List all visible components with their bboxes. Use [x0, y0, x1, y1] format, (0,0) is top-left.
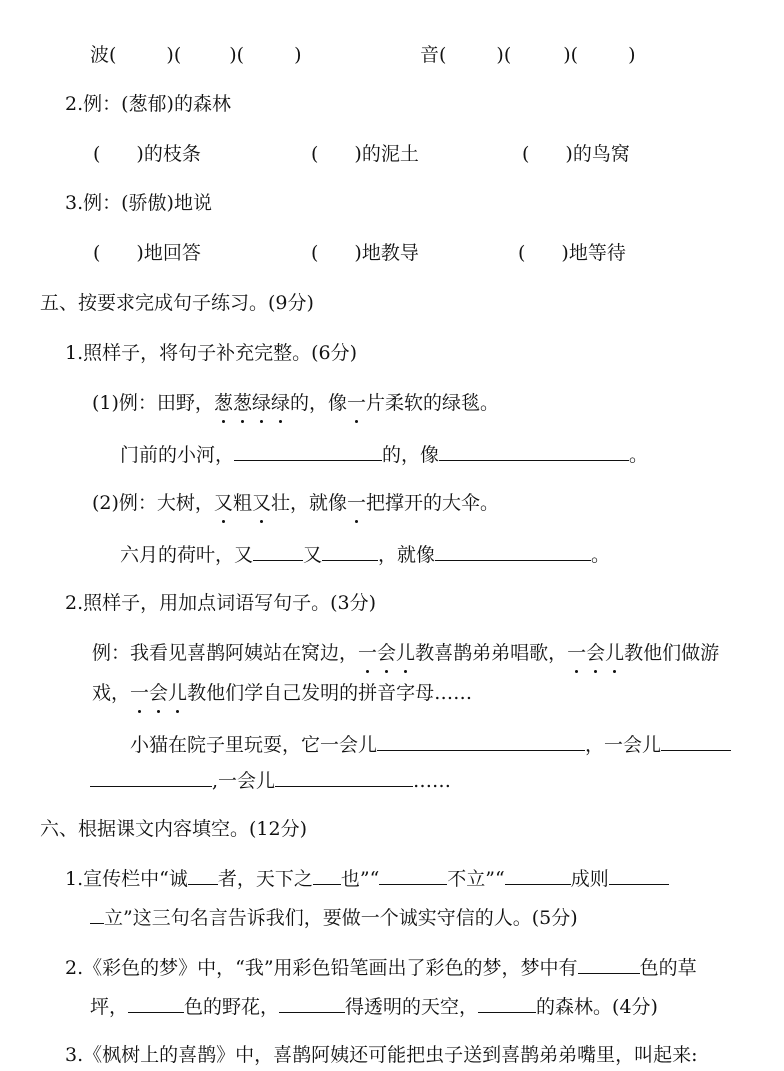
text: ( — [93, 242, 101, 264]
answer-blank[interactable] — [609, 864, 669, 885]
text: )的鸟窝 — [565, 143, 630, 165]
answer-blank[interactable] — [128, 992, 184, 1013]
q4-item3-label: 3.例：(骄傲)地说 — [65, 192, 212, 214]
text: )( — [563, 44, 579, 66]
text: 色的野花， — [184, 996, 280, 1018]
text: 。 — [591, 544, 611, 566]
q4-item2-label: 2.例：(葱郁)的森林 — [65, 93, 231, 115]
text: ( — [311, 242, 319, 264]
q5-fill2 — [120, 540, 610, 568]
answer-blank[interactable] — [313, 864, 341, 885]
text: 门前的小河， — [120, 444, 235, 466]
text: 六月的荷叶，又 — [120, 544, 254, 566]
text: (1)例：田野， — [92, 392, 214, 414]
dotted-char: 又 — [251, 492, 271, 514]
text: 教他们做游 — [624, 642, 720, 664]
q5-sub1: 1.照样子，将句子补充完整。(6分) — [65, 342, 358, 364]
text: )的枝条 — [136, 143, 201, 165]
q4-item3-opt1 — [93, 240, 201, 266]
text: 立”这三句名言告诉我们，要做一个诚实守信的人。(5分) — [104, 907, 578, 929]
text: )地回答 — [136, 242, 201, 264]
dotted-char: 一 — [130, 682, 150, 704]
text: 粗 — [232, 492, 252, 514]
text: )的泥土 — [354, 143, 419, 165]
text: 戏， — [92, 682, 131, 704]
q5-fill3 — [130, 730, 731, 758]
dotted-char: 葱 — [232, 392, 252, 414]
text: )( — [229, 44, 245, 66]
dotted-char: 绿 — [270, 392, 290, 414]
text: 。 — [629, 444, 649, 466]
text: 也”“ — [340, 868, 380, 890]
dotted-char: 会 — [149, 682, 169, 704]
text: ( — [93, 143, 101, 165]
dotted-char: 一 — [358, 642, 378, 664]
answer-blank[interactable] — [90, 903, 104, 924]
dotted-char: 会 — [377, 642, 397, 664]
text: ，一会儿 — [585, 734, 662, 756]
text: 把撑开的大伞。 — [366, 492, 500, 514]
q4-item3-opt2 — [311, 240, 419, 266]
q4-item2-opt3 — [522, 141, 630, 167]
text: ( — [522, 143, 530, 165]
text: 2.《彩色的梦》中，“我”用彩色铅笔画出了彩色的梦，梦中有 — [65, 957, 578, 979]
dotted-char: 会 — [586, 642, 606, 664]
dotted-char: 儿 — [168, 682, 188, 704]
text: 的森林。(4分) — [536, 996, 658, 1018]
text: ( — [311, 143, 319, 165]
text: 又 — [303, 544, 323, 566]
q5-sub2: 2.照样子，用加点词语写句子。(3分) — [65, 592, 377, 614]
answer-blank[interactable] — [661, 730, 731, 751]
answer-blank[interactable] — [505, 864, 571, 885]
text: 的，像 — [289, 392, 347, 414]
text: …… — [413, 770, 452, 792]
dotted-char: 葱 — [213, 392, 233, 414]
text: 小猫在院子里玩耍，它一会儿 — [130, 734, 378, 756]
text: 例：我看见喜鹊阿姨站在窝边， — [92, 642, 359, 664]
text: )( — [166, 44, 182, 66]
answer-blank[interactable] — [188, 864, 218, 885]
text: 不立”“ — [447, 868, 505, 890]
q4-item3-opt3 — [518, 240, 626, 266]
q6-item1-cont — [90, 903, 578, 931]
q5-example3-cont — [92, 680, 472, 706]
text: 者，天下之 — [217, 868, 313, 890]
q6-item2 — [65, 953, 697, 981]
text: 3.《枫树上的喜鹊》中，喜鹊阿姨还可能把虫子送到喜鹊弟弟嘴里，叫起来: — [65, 1044, 698, 1066]
text: ) — [294, 44, 302, 66]
text: ) — [628, 44, 636, 66]
text: (2)例：大树， — [92, 492, 214, 514]
text: 片柔软的绿毯。 — [366, 392, 500, 414]
text: 坪， — [90, 996, 129, 1018]
text: ,一会儿 — [212, 770, 276, 792]
row-bo-yin — [90, 42, 302, 68]
dotted-char: 绿 — [251, 392, 271, 414]
dotted-char: 一 — [346, 492, 366, 514]
dotted-char: 儿 — [605, 642, 625, 664]
dotted-char: 儿 — [396, 642, 416, 664]
q5-example2 — [92, 490, 499, 516]
q5-fill1 — [120, 440, 648, 468]
text: )地等待 — [561, 242, 626, 264]
answer-blank[interactable] — [279, 992, 345, 1013]
q4-item2-opt2 — [311, 141, 419, 167]
q4-item2-opt1 — [93, 141, 201, 167]
text: )地教导 — [354, 242, 419, 264]
answer-blank[interactable] — [234, 440, 382, 461]
answer-blank[interactable] — [90, 766, 212, 787]
answer-blank[interactable] — [377, 730, 585, 751]
dotted-char: 一 — [347, 392, 367, 414]
row-yin — [420, 42, 636, 68]
answer-blank[interactable] — [253, 540, 303, 561]
dotted-char: 又 — [213, 492, 233, 514]
answer-blank[interactable] — [478, 992, 536, 1013]
section-five-title: 五、按要求完成句子练习。(9分) — [40, 292, 314, 314]
q5-example3 — [92, 640, 719, 666]
q6-item2-cont — [90, 992, 658, 1020]
answer-blank[interactable] — [275, 766, 413, 787]
answer-blank[interactable] — [439, 440, 629, 461]
text: 1.宣传栏中“诚 — [65, 868, 188, 890]
q5-example1 — [92, 390, 499, 416]
text: 色的草 — [639, 957, 697, 979]
dotted-char: 一 — [567, 642, 587, 664]
answer-blank[interactable] — [322, 540, 378, 561]
text: 波( — [90, 44, 117, 66]
answer-blank[interactable] — [435, 540, 591, 561]
q5-fill3-cont — [90, 766, 451, 794]
text: )( — [496, 44, 512, 66]
answer-blank[interactable] — [578, 953, 640, 974]
text: ，就像 — [378, 544, 436, 566]
text: ( — [518, 242, 526, 264]
q6-item1 — [65, 864, 669, 892]
text: 教喜鹊弟弟唱歌， — [415, 642, 568, 664]
text: 成则 — [570, 868, 609, 890]
text: 得透明的天空， — [345, 996, 479, 1018]
text: 的，像 — [382, 444, 440, 466]
text: 音( — [420, 44, 447, 66]
q6-item3 — [65, 1042, 698, 1068]
text: 教他们学自己发明的拼音字母…… — [187, 682, 473, 704]
section-six-title: 六、根据课文内容填空。(12分) — [40, 818, 308, 840]
answer-blank[interactable] — [379, 864, 447, 885]
text: 壮，就像 — [270, 492, 347, 514]
